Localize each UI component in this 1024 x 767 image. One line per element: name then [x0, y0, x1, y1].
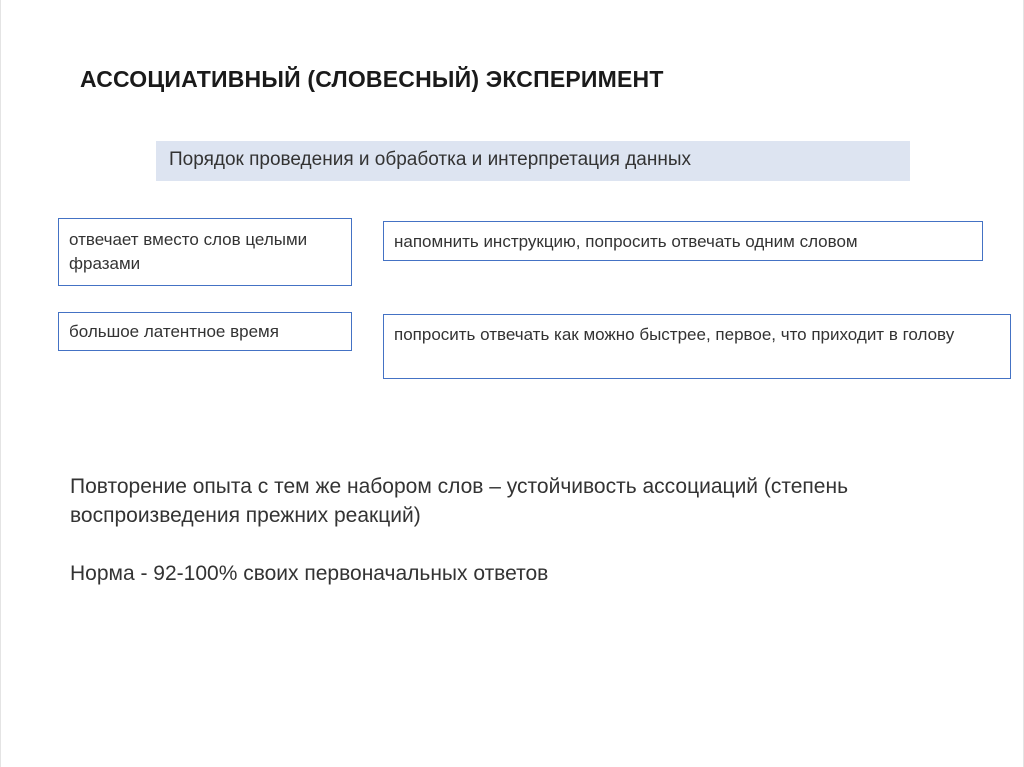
problem-box-latency: большое латентное время — [58, 312, 352, 351]
norm-note: Норма - 92-100% своих первоначальных ответов — [70, 562, 549, 585]
notes-block — [70, 472, 970, 588]
repetition-note: Повторение опыта с тем же набором слов – устойчивость ассоциаций (степень воспроизведения прежних реакций) — [70, 475, 849, 527]
solution-box-instruction: напомнить инструкцию, попросить отвечать одним словом — [383, 221, 983, 261]
solution-box-faster: попросить отвечать как можно быстрее, первое, что приходит в голову — [383, 314, 1011, 379]
slide-title: АССОЦИАТИВНЫЙ (СЛОВЕСНЫЙ) ЭКСПЕРИМЕНТ — [80, 66, 664, 92]
problem-box-phrases: отвечает вместо слов целыми фразами — [58, 218, 352, 286]
subtitle-bar: Порядок проведения и обработка и интерпретация данных — [156, 141, 910, 181]
